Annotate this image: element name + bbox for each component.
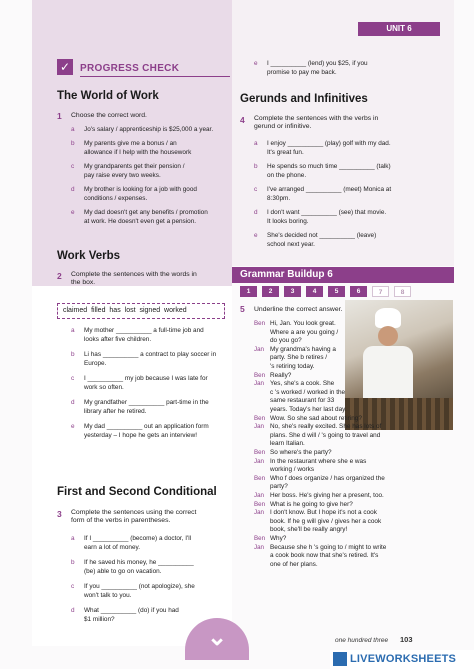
chevron-down-icon[interactable]: ⌄ <box>206 624 228 651</box>
item-text: allowance if I help with the housework <box>84 149 192 156</box>
dialogue-line: My grandma's having a <box>270 345 336 353</box>
chef-hat <box>375 308 401 328</box>
dialogue-line: working / works <box>270 466 315 474</box>
item-text: I __________ my job because I was late for <box>84 375 208 382</box>
speaker-label: Ben <box>254 320 266 327</box>
exercise-instruction: Underline the correct answer. <box>254 306 343 313</box>
speaker-label: Jan <box>254 345 264 353</box>
buildup-step-7: 7 <box>372 286 389 297</box>
dialogue-line: Yes, she's a cook. She <box>270 380 335 388</box>
item-text: My mother __________ a full-time job and <box>84 327 204 334</box>
buildup-step-5: 5 <box>328 286 345 297</box>
item-text: library after he retired. <box>84 408 147 415</box>
dialogue-line: Who f does organize / has organized the <box>270 474 385 482</box>
liveworksheets-logo <box>333 652 347 666</box>
title-rule <box>80 76 230 77</box>
dialogue-line: a cook book now that she's retired. It's <box>270 552 379 560</box>
progress-check-title: PROGRESS CHECK <box>80 63 180 74</box>
item-text: work so often. <box>84 384 124 391</box>
item-letter: b <box>71 140 75 147</box>
item-letter: d <box>71 607 75 614</box>
item-letter: c <box>254 186 258 193</box>
item-letter: e <box>254 232 258 239</box>
buildup-step-3: 3 <box>284 286 301 297</box>
buildup-step-8: 8 <box>394 286 411 297</box>
item-letter: a <box>71 126 75 133</box>
dialogue-line: do you go? <box>270 337 302 345</box>
exercise-instruction <box>71 271 197 288</box>
dialogue-line: Wow. So she sad about retiring? <box>270 414 362 422</box>
exercise-instruction <box>254 115 378 132</box>
footer-page-words: one hundred three <box>335 637 389 644</box>
item-text: My dad doesn't get any benefits / promotion <box>84 209 208 216</box>
item-text: My grandfather __________ part-time in the <box>84 399 209 406</box>
speaker-label: Ben <box>254 474 266 482</box>
speaker-label: Jan <box>254 380 264 388</box>
instruction-line: form of the verbs in parentheses. <box>71 517 171 525</box>
item-letter: e <box>71 423 75 430</box>
dialogue-line: No, she's really excited. She has lots of <box>270 423 382 431</box>
dialogue-line: party? <box>270 483 288 491</box>
unit-tab: UNIT 6 <box>358 22 440 36</box>
dialogue-line: Why? <box>270 535 287 542</box>
dialogue-line: learn Italian. <box>270 440 305 448</box>
dialogue-line: I don't know. But I hope it's not a cook <box>270 509 377 517</box>
dialogue-line: Her boss. He's giving her a present, too. <box>270 492 384 499</box>
item-text: He spends so much time __________ (talk) <box>267 163 391 170</box>
section-heading-world-of-work: The World of Work <box>57 90 159 102</box>
item-text: My grandparents get their pension / <box>84 163 185 170</box>
speaker-label: Ben <box>254 449 266 456</box>
chef-face <box>378 326 398 346</box>
exercise-instruction: Choose the correct word. <box>71 112 147 119</box>
speaker-label: Ben <box>254 535 266 542</box>
instruction-line: the box. <box>71 279 96 287</box>
item-letter: d <box>254 209 258 216</box>
item-letter: e <box>254 60 258 67</box>
item-text: I don't want __________ (see) that movie. <box>267 209 387 216</box>
dialogue-line: years. Today's her last day. <box>270 406 347 413</box>
item-text: If you __________ (not apologize), she <box>84 583 195 590</box>
speaker-label: Ben <box>254 414 266 422</box>
speaker-label: Jan <box>254 423 264 431</box>
item-text: $1 million? <box>84 616 115 623</box>
instruction-line: gerund or infinitive. <box>254 123 312 131</box>
exercise-instruction <box>71 509 196 526</box>
item-text: Europe. <box>84 360 107 367</box>
item-text: (be) able to go on vacation. <box>84 568 162 575</box>
item-letter: a <box>71 535 75 542</box>
item-letter: d <box>71 186 75 193</box>
dialogue-line: Because she h 's going to / might to write <box>270 543 387 551</box>
item-text: Jo's salary / apprenticeship is $25,000 a year. <box>84 126 214 133</box>
dialogue-line: plans. She d will / 's going to travel and <box>270 431 381 439</box>
dialogue-line: So where's the party? <box>270 449 332 456</box>
item-text: What __________ (do) if you had <box>84 607 179 614</box>
dialogue-line: book. If he g will give / gives her a cook <box>270 517 382 525</box>
item-letter: d <box>71 399 75 406</box>
item-text: won't talk to you. <box>84 592 132 599</box>
item-text: It's great fun. <box>267 149 304 156</box>
section-heading-gerunds: Gerunds and Infinitives <box>240 93 368 105</box>
exercise-number: 2 <box>57 271 62 281</box>
checkmark-icon: ✓ <box>57 59 73 75</box>
exercise-number: 4 <box>240 115 245 125</box>
dialogue-line: Really? <box>270 371 292 379</box>
item-text: pay raise every two weeks. <box>84 172 161 179</box>
item-text: My dad __________ out an application form <box>84 423 209 430</box>
dialogue-line: Hi, Jan. You look great. <box>270 320 336 327</box>
grammar-buildup-title: Grammar Buildup 6 <box>240 269 333 280</box>
dialogue-line: c 's worked / worked in the <box>270 388 346 396</box>
item-text: If he saved his money, he __________ <box>84 559 194 566</box>
dialogue-line: one of her plans. <box>270 560 318 568</box>
item-text: My parents give me a bonus / an <box>84 140 177 147</box>
buildup-step-6: 6 <box>350 286 367 297</box>
instruction-line: Complete the sentences using the correct <box>71 509 197 516</box>
speaker-label: Ben <box>254 371 266 379</box>
item-letter: c <box>71 375 75 382</box>
item-text: She's decided not __________ (leave) <box>267 232 377 239</box>
instruction-line: Complete the sentences with the verbs in <box>254 115 379 122</box>
item-text: I __________ (lend) you $25, if you <box>267 60 368 67</box>
dialogue-line: party. She b retires / <box>270 354 328 362</box>
right-column-tint <box>232 0 454 266</box>
instruction-line: Complete the sentences with the words in <box>71 271 197 278</box>
buildup-step-1: 1 <box>240 286 257 297</box>
item-letter: a <box>71 327 75 334</box>
item-text: It looks boring. <box>267 218 309 225</box>
speaker-label: Jan <box>254 492 264 499</box>
chef-photo <box>345 300 453 430</box>
item-letter: b <box>71 351 75 358</box>
dialogue-line: same restaurant for 33 <box>270 397 335 405</box>
item-text: earn a lot of money. <box>84 544 141 551</box>
item-letter: b <box>254 163 258 170</box>
section-heading-work-verbs: Work Verbs <box>57 250 121 262</box>
item-letter: e <box>71 209 75 216</box>
buildup-step-2: 2 <box>262 286 279 297</box>
item-text: I enjoy __________ (play) golf with my dad. <box>267 140 391 147</box>
item-text: on the phone. <box>267 172 307 179</box>
speaker-label: Ben <box>254 500 266 508</box>
dialogue-line: What is he going to give her? <box>270 500 353 508</box>
dialogue-line: Where a are you going / <box>270 328 339 336</box>
watermark-text: LIVEWORKSHEETS <box>350 653 457 665</box>
exercise-number: 5 <box>240 304 245 314</box>
item-letter: c <box>71 583 75 590</box>
item-text: If I __________ (become) a doctor, I'll <box>84 535 192 542</box>
item-text: My brother is looking for a job with good <box>84 186 197 193</box>
item-text: at work. He doesn't even get a pension. <box>84 218 197 225</box>
item-text: promise to pay me back. <box>267 69 337 76</box>
speaker-label: Jan <box>254 457 264 465</box>
item-letter: b <box>71 559 75 566</box>
item-text: I've arranged __________ (meet) Monica at <box>267 186 392 193</box>
word-box: claimed filled has lost signed worked <box>57 303 225 319</box>
speaker-label: Jan <box>254 509 264 517</box>
speaker-label: Jan <box>254 543 264 551</box>
dialogue-line: In the restaurant where she e was <box>270 457 367 465</box>
dialogue-line: 's retiring today. <box>270 363 315 370</box>
item-text: looks after five children. <box>84 336 152 343</box>
item-text: 8:30pm. <box>267 195 291 202</box>
buildup-step-4: 4 <box>306 286 323 297</box>
item-text: school next year. <box>267 241 315 248</box>
item-text: yesterday – I hope he gets an interview! <box>84 432 197 439</box>
exercise-number: 1 <box>57 111 62 121</box>
exercise-number: 3 <box>57 509 62 519</box>
item-text: conditions / expenses. <box>84 195 148 202</box>
item-letter: a <box>254 140 258 147</box>
chef-coat <box>363 346 413 406</box>
dialogue-line: book, she'll be really angry! <box>270 526 348 534</box>
footer-page-number: 103 <box>400 635 413 644</box>
item-letter: c <box>71 163 75 170</box>
section-heading-conditionals: First and Second Conditional <box>57 486 217 498</box>
item-text: Li has __________ a contract to play soccer in <box>84 351 217 358</box>
